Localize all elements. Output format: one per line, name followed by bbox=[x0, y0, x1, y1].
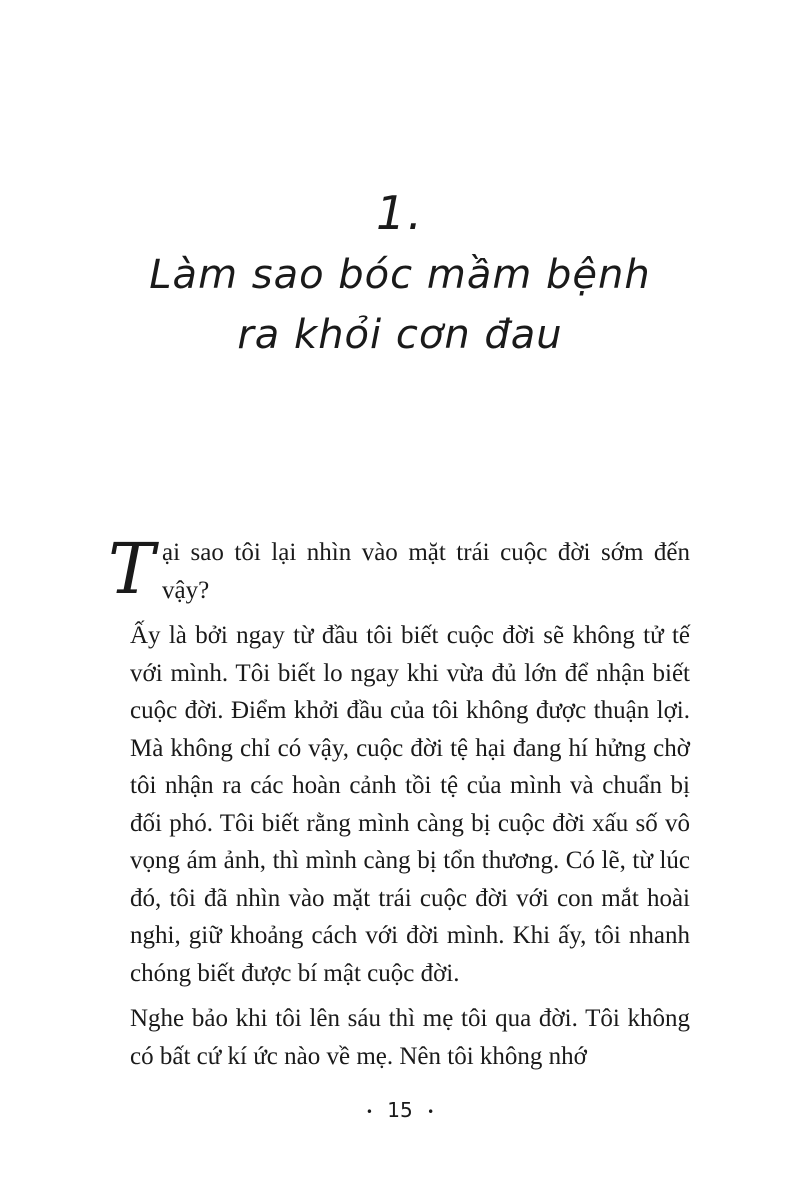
paragraph-3: Nghe bảo khi tôi lên sáu thì mẹ tôi qua đời. Tôi không có bất cứ kí ức nào về mẹ. Nên tôi không nhớ bbox=[130, 1005, 690, 1070]
page-number: 15 bbox=[387, 1098, 413, 1122]
chapter-title-line-2: ra khỏi cơn đau bbox=[237, 312, 563, 358]
paragraph-1-text: ại sao tôi lại nhìn vào mặt trái cuộc đời sớm đến vậy? bbox=[162, 539, 690, 604]
ornament-left: • bbox=[365, 1104, 373, 1119]
body-text bbox=[108, 528, 690, 1075]
ornament-right: • bbox=[427, 1104, 435, 1119]
paragraph-1 bbox=[108, 528, 690, 610]
drop-cap: T bbox=[108, 528, 155, 610]
chapter-title-line-1: Làm sao bóc mầm bệnh bbox=[149, 252, 651, 298]
page-number-footer bbox=[0, 1098, 800, 1124]
paragraph-2: Ấy là bởi ngay từ đầu tôi biết cuộc đời sẽ không tử tế với mình. Tôi biết lo ngay khi vừa đủ lớn để nhận biết cuộc đời. Điểm khởi đầu của tôi không được thuận lợi. Mà không chỉ có vậy, cuộc đời tệ hại đang hí hửng chờ tôi nhận ra các hoàn cảnh tồi tệ của mình và chuẩn bị đối phó. Tôi biết rằng mình càng bị cuộc đời xấu số vô vọng ám ảnh, thì mình càng bị tổn thương. Có lẽ, từ lúc đó, tôi đã nhìn vào mặt trái cuộc đời với con mắt hoài nghi, giữ khoảng cách với đời mình. Khi ấy, tôi nhanh chóng biết được bí mật cuộc đời. bbox=[130, 622, 690, 987]
chapter-number: 1. bbox=[376, 186, 424, 240]
chapter-title bbox=[0, 245, 800, 365]
